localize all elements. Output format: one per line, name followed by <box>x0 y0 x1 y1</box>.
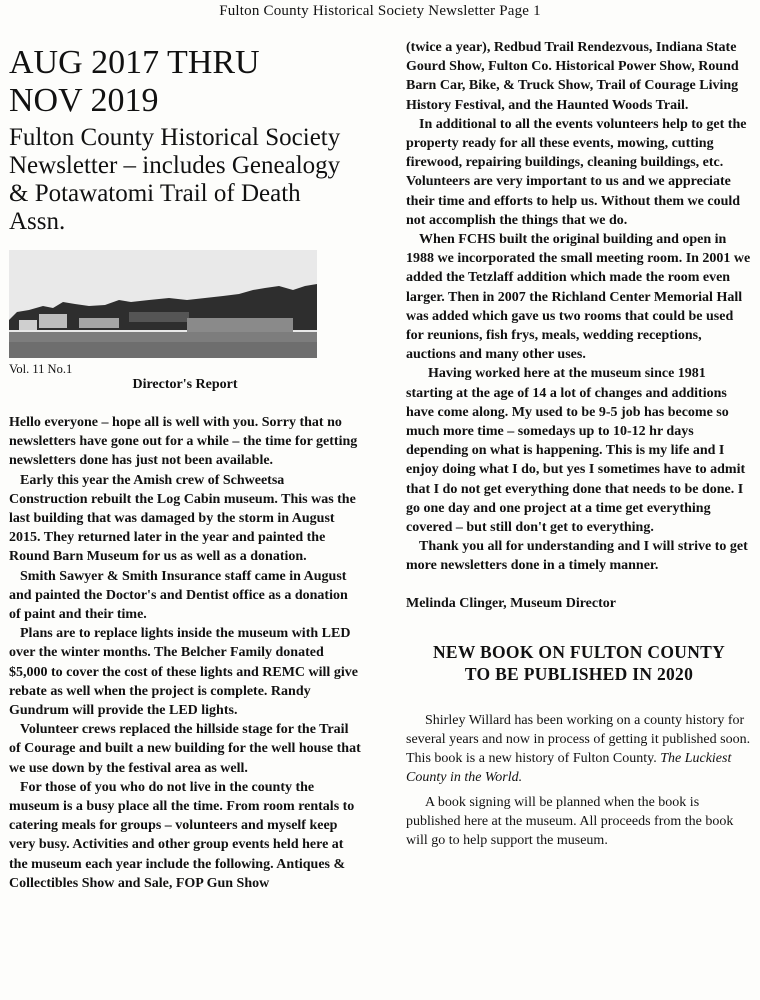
issue-date-line-1: AUG 2017 THRU <box>9 44 260 81</box>
issue-date-range <box>9 44 361 120</box>
new-book-heading-line-2: TO BE PUBLISHED IN 2020 <box>464 663 694 684</box>
newsletter-title: Fulton County Historical Society Newsletter – includes Genealogy & Potawatomi Trail of Death Assn. <box>9 124 341 235</box>
report-paragraph: (twice a year), Redbud Trail Rendezvous, Indiana State Gourd Show, Fulton Co. Historical Power Show, Round Barn Car, Bike, & Truck Show, Trail of Courage Living History Festival, and the Haunted Woods Trail. <box>406 40 739 113</box>
book-title: The Luckiest County in the World. <box>406 750 732 785</box>
report-paragraph: Volunteer crews replaced the hillside stage for the Trail of Courage and built a new building for the well house that we use down by the festival area as well. <box>9 722 361 776</box>
left-column <box>9 44 361 893</box>
report-paragraph: In additional to all the events volunteers help to get the property ready for all these events, mowing, cutting firewood, repairing buildings, cleaning buildings, etc. Volunteers are very important to us and we appreciate their time and efforts to help us. Without them we could not accomplish the things that we do. <box>406 116 747 228</box>
new-book-heading-line-1: NEW BOOK ON FULTON COUNTY <box>432 641 726 662</box>
museum-grounds-photo <box>9 250 317 358</box>
right-column <box>406 38 752 850</box>
report-paragraph: Thank you all for understanding and I will strive to get more newsletters done in a timely manner. <box>406 539 748 574</box>
running-head: Fulton County Historical Society Newsletter Page 1 <box>219 3 541 19</box>
report-paragraph: Early this year the Amish crew of Schweetsa Construction rebuilt the Log Cabin museum. This was the last building that was damaged by the storm in August 2015. They returned later in the year and painted the Round Barn Museum for us as well as a donation. <box>9 472 356 565</box>
volume-number: Vol. 11 No.1 <box>9 362 73 376</box>
report-paragraph: For those of you who do not live in the county the museum is a busy place all the time. From room rentals to catering meals for groups – volunteers and myself keep very busy. Activities and other group events held here at the museum each year include the following. Antiques & Collectibles Show and Sale, FOP Gun Show <box>9 779 355 891</box>
new-book-paragraph: A book signing will be planned when the book is published here at the museum. All proceeds from the book will go to help support the museum. <box>406 794 734 848</box>
director-signature: Melinda Clinger, Museum Director <box>406 595 616 611</box>
new-book-heading <box>406 641 752 685</box>
report-paragraph: Having worked here at the museum since 1981 starting at the age of 14 a lot of changes and additions have come along. My used to be 9-5 job has become so much more time – somedays up to 10-12 hr days depending on what is happening. This is my life and I enjoy doing what I do, but yes I sometimes have to admit that I do not get everything done that needs to be done. I go one day and one project at a time get everything covered – but still don't get to everything. <box>406 366 746 536</box>
new-book-body <box>406 711 752 850</box>
directors-report-continued <box>406 38 752 613</box>
directors-report-heading: Director's Report <box>132 377 238 392</box>
new-book-paragraph-text: Shirley Willard has been working on a county history for several years and now in process of getting it published soon. This book is a new history of Fulton County. <box>406 712 751 766</box>
report-paragraph: When FCHS built the original building and open in 1988 we incorporated the small meeting room. In 2001 we added the Tetzlaff addition which made the room even larger. Then in 2007 the Richland Center Memorial Hall was added which gave us two rooms that could be used for reunions, fish frys, meals, wedding receptions, auctions and many other uses. <box>406 232 751 363</box>
directors-report-body <box>9 413 361 893</box>
report-paragraph: Plans are to replace lights inside the museum with LED over the winter months. The Belcher Family donated $5,000 to cover the cost of these lights and REMC will give rebate as well when the project is complete. Randy Gundrum will provide the LED lights. <box>9 626 358 719</box>
issue-date-line-2: NOV 2019 <box>9 82 159 119</box>
report-paragraph: Hello everyone – hope all is well with you. Sorry that no newsletters have gone out for a while – the time for getting newsletters done has just not been available. <box>9 415 358 469</box>
report-paragraph: Smith Sawyer & Smith Insurance staff came in August and painted the Doctor's and Dentist office as a donation of paint and their time. <box>9 568 348 623</box>
new-book-paragraph <box>406 711 752 787</box>
